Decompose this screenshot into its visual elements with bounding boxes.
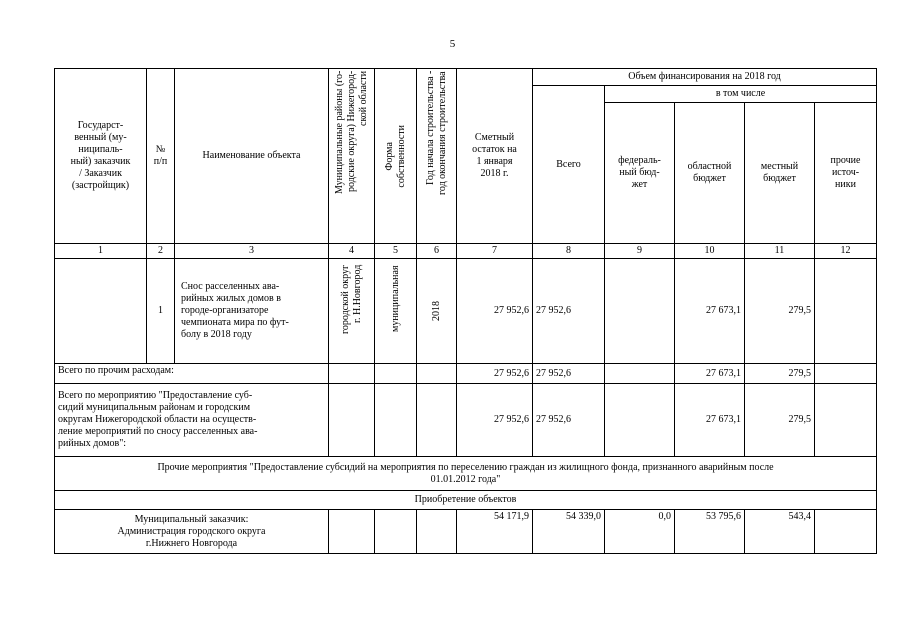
section-row-acquisition: [55, 491, 877, 510]
header-total: Всего: [533, 86, 605, 244]
table-row-event-total: [55, 384, 877, 457]
header-including: в том числе: [605, 86, 877, 103]
header-num: № п/п: [147, 69, 175, 244]
header-object-name: Наименование объекта: [175, 69, 329, 244]
col-number: 1: [55, 244, 147, 259]
table-row-other-expenses: [55, 364, 877, 384]
event-total-label: Всего по мероприятию "Предоставление суб- сидий муниципальным районам и городским округам Нижегородской области на осуществ- ление мероприятий по сносу расселенных ава- рийных домов":: [55, 384, 329, 457]
col-number: 3: [175, 244, 329, 259]
municipal-label: Муниципальный заказчик: Администрация городского округа г.Нижнего Новгорода: [55, 510, 329, 554]
header-ownership: Форма собственности: [383, 124, 407, 188]
header-financing: Объем финансирования на 2018 год: [533, 69, 877, 86]
object-name: Снос расселенных ава- рийных жилых домов в городе-организаторе чемпионата мира по фут- болу в 2018 году: [175, 259, 329, 364]
header-federal: федераль- ный бюд- жет: [605, 103, 675, 244]
object-other: [815, 259, 877, 364]
section-acquisition: Приобретение объектов: [55, 491, 877, 510]
financing-table: [54, 68, 877, 554]
municipal-local: 543,4: [745, 510, 815, 554]
table-row-object: [55, 259, 877, 364]
municipal-total: 54 339,0: [533, 510, 605, 554]
object-num: 1: [147, 259, 175, 364]
page-number: 5: [449, 38, 456, 50]
event-total-estimate: 27 952,6: [457, 384, 533, 457]
header-districts: Муниципальные районы (го- родские округа) Нижегород- ской области: [333, 71, 369, 195]
col-number: 8: [533, 244, 605, 259]
object-total: 27 952,6: [533, 259, 605, 364]
col-number: 12: [815, 244, 877, 259]
other-expenses-total: 27 952,6: [533, 364, 605, 384]
event-total-regional: 27 673,1: [675, 384, 745, 457]
object-ownership: муниципальная: [389, 265, 401, 332]
header-other: прочие источ- ники: [815, 103, 877, 244]
col-number: 10: [675, 244, 745, 259]
other-expenses-label: Всего по прочим расходам:: [55, 364, 329, 384]
object-regional: 27 673,1: [675, 259, 745, 364]
col-number: 6: [417, 244, 457, 259]
object-district: городской округ г. Н.Новгород: [339, 265, 363, 335]
section-other-events: Прочие мероприятия "Предоставление субсидий на мероприятия по переселению граждан из жилищного фонда, признанного аварийным после 01.01.2012 года": [55, 457, 877, 491]
other-expenses-regional: 27 673,1: [675, 364, 745, 384]
column-numbers-row: [55, 244, 877, 259]
col-number: 9: [605, 244, 675, 259]
col-number: 2: [147, 244, 175, 259]
col-number: 5: [375, 244, 417, 259]
municipal-estimate: 54 171,9: [457, 510, 533, 554]
object-local: 279,5: [745, 259, 815, 364]
header-regional: областной бюджет: [675, 103, 745, 244]
col-number: 7: [457, 244, 533, 259]
table-row-municipal: [55, 510, 877, 554]
event-total-total: 27 952,6: [533, 384, 605, 457]
header-customer: Государст- венный (му- ниципаль- ный) заказчик / Заказчик (застройщик): [55, 69, 147, 244]
event-total-local: 279,5: [745, 384, 815, 457]
other-expenses-local: 279,5: [745, 364, 815, 384]
col-number: 4: [329, 244, 375, 259]
object-federal: [605, 259, 675, 364]
object-customer: [55, 259, 147, 364]
object-estimate: 27 952,6: [457, 259, 533, 364]
section-row-other-events: [55, 457, 877, 491]
other-expenses-estimate: 27 952,6: [457, 364, 533, 384]
header-estimate: Сметный остаток на 1 января 2018 г.: [457, 69, 533, 244]
col-number: 11: [745, 244, 815, 259]
municipal-regional: 53 795,6: [675, 510, 745, 554]
header-local: местный бюджет: [745, 103, 815, 244]
municipal-federal: 0,0: [605, 510, 675, 554]
object-years: 2018: [430, 301, 442, 321]
header-years: Год начала строительства - год окончания строительства: [424, 71, 448, 195]
